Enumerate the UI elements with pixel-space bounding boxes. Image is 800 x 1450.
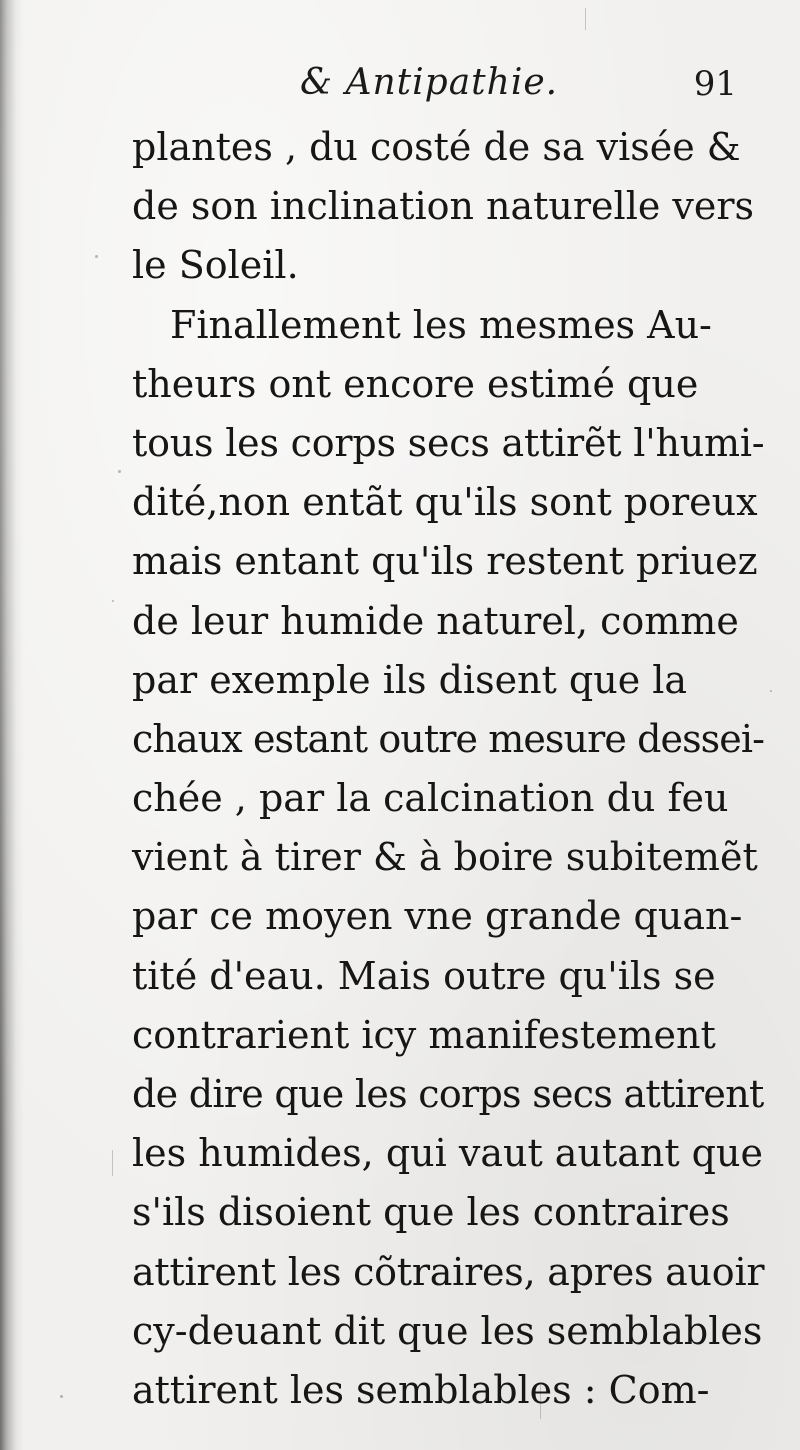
paper-speck (112, 600, 114, 602)
text-line: cy-deuant dit que les semblables (132, 1308, 763, 1353)
text-line: s'ils disoient que les contraires (132, 1190, 730, 1235)
text-line: dité,non entãt qu'ils sont poreux (132, 480, 758, 525)
text-line: chée , par la calcination du feu (132, 776, 729, 821)
page-number: 91 (693, 64, 737, 104)
text-line: chaux estant outre mesure dessei- (132, 716, 765, 761)
text-line: theurs ont encore estimé que (132, 361, 699, 406)
text-line: Finallement les mesmes Au- (170, 302, 712, 347)
text-line: par ce moyen vne grande quan- (132, 894, 743, 939)
text-line: plantes , du costé de sa visée & (132, 125, 741, 169)
text-line: les humides, qui vaut autant que (132, 1131, 763, 1176)
text-line: vient à tirer & à boire subitemẽt (132, 835, 758, 880)
text-line: de leur humide naturel, comme (132, 598, 739, 643)
paper-speck (60, 1395, 63, 1398)
paper-speck (770, 690, 772, 692)
paper-fibre (112, 1150, 113, 1176)
page-header (300, 62, 745, 118)
text-line: contrarient icy manifestement (132, 1012, 716, 1057)
paper-speck (95, 255, 98, 258)
running-title: & Antipathie. (300, 62, 559, 103)
text-line: mais entant qu'ils restent priuez (132, 539, 758, 584)
body-text (132, 118, 764, 1420)
text-line: le Soleil. (132, 243, 299, 288)
text-line: de dire que les corps secs attirent (132, 1072, 764, 1116)
paper-fibre (585, 8, 586, 30)
text-line: tous les corps secs attirẽt l'humi- (132, 420, 765, 465)
text-line: attirent les semblables : Com- (132, 1367, 710, 1412)
text-line: tité d'eau. Mais outre qu'ils se (132, 953, 716, 998)
text-line: de son inclination naturelle vers (132, 184, 755, 229)
text-line: attirent les cõtraires, apres auoir (132, 1249, 765, 1294)
paper-speck (118, 470, 121, 473)
text-line: par exemple ils disent que la (132, 657, 688, 702)
